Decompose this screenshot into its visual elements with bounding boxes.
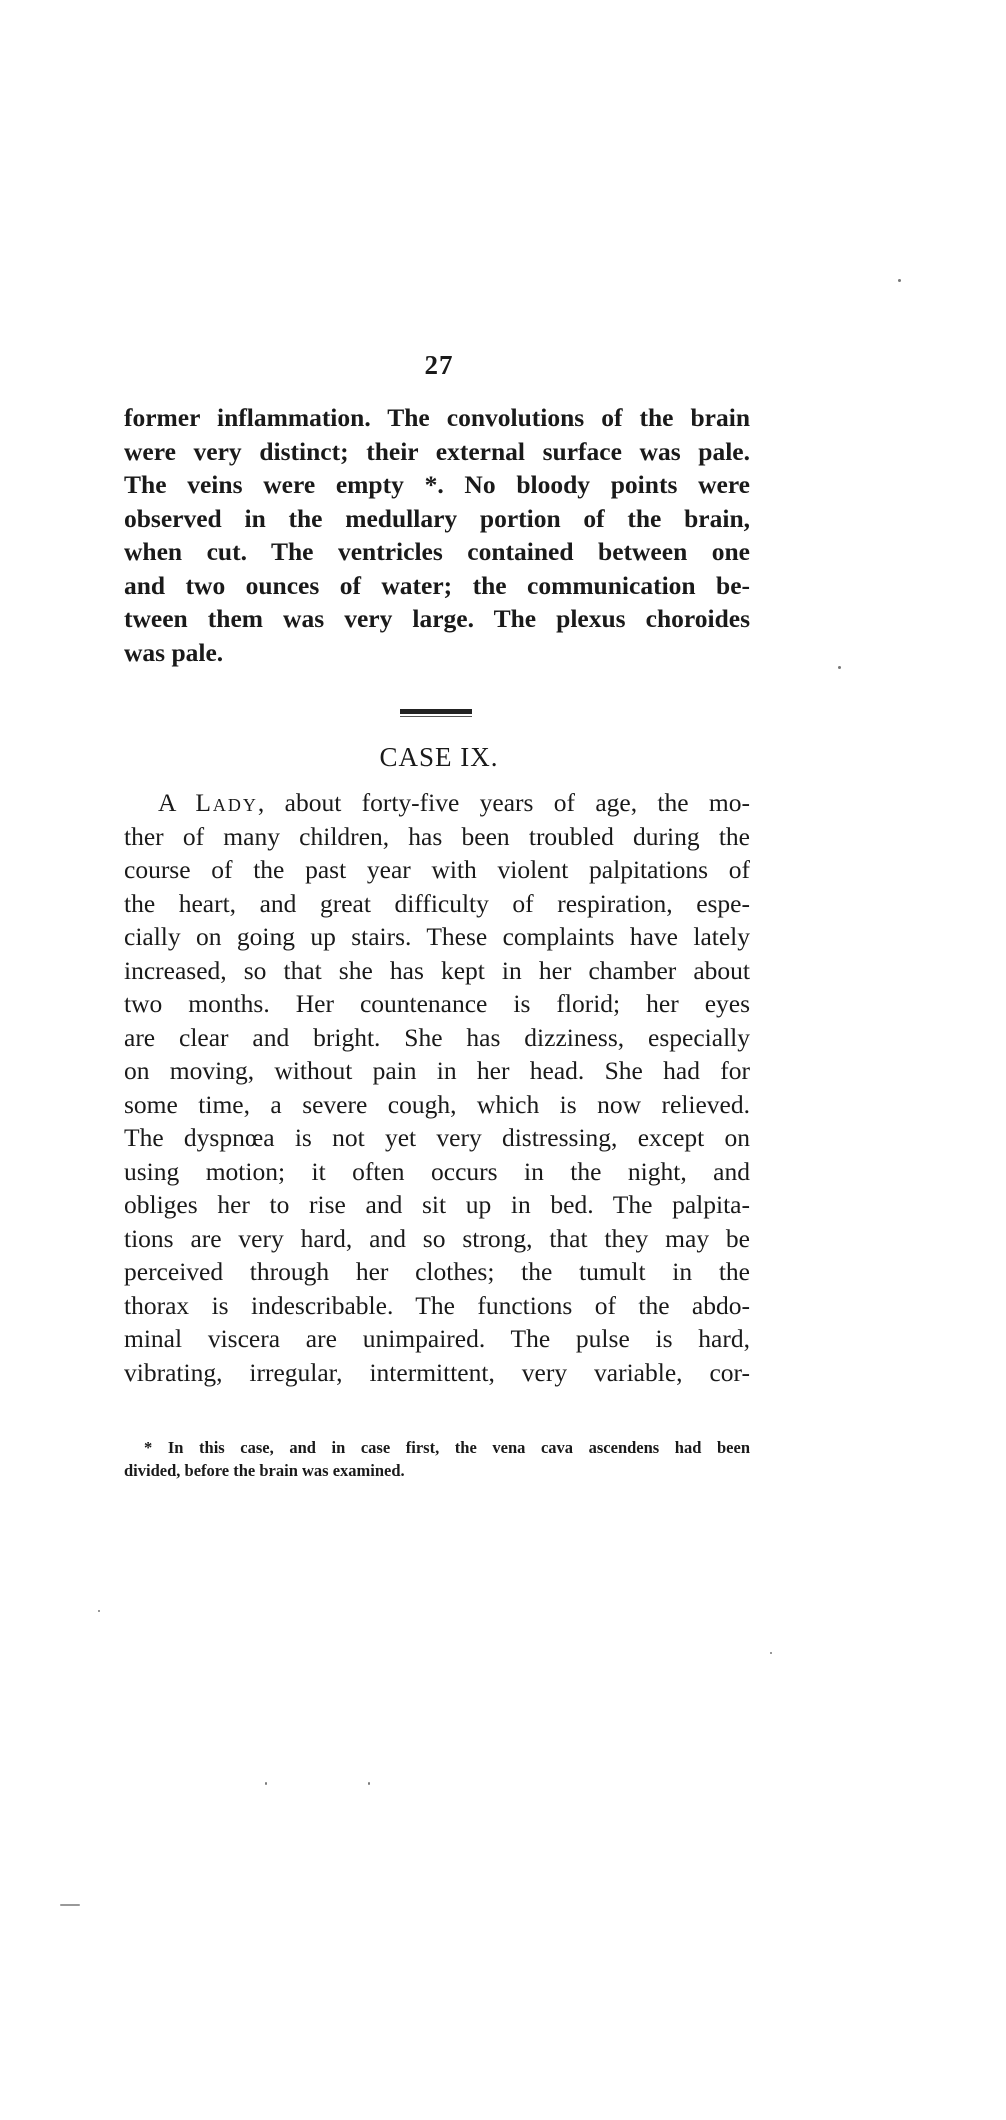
initial-letter: A [158, 788, 176, 817]
text-line: using motion; it often occurs in the night, and [124, 1156, 750, 1186]
section-divider [400, 709, 472, 714]
text-line: was pale. [124, 637, 224, 667]
text-line: on moving, without pain in her head. She had for [124, 1056, 750, 1085]
text-line: perceived through her clothes; the tumult in the [124, 1257, 750, 1286]
scan-speck [898, 279, 901, 282]
text-line: thorax is indescribable. The functions of the abdo- [124, 1290, 750, 1320]
text-line: two months. Her countenance is florid; her eyes [124, 989, 750, 1018]
text-line: are clear and bright. She has dizziness, especially [124, 1022, 750, 1052]
text-line-first [124, 786, 750, 820]
text-line: tions are very hard, and so strong, that they may be [124, 1223, 750, 1253]
continued-paragraph [124, 401, 750, 669]
smallcaps-word: Lady [195, 788, 258, 817]
text-line: ther of many children, has been troubled during the [124, 821, 750, 851]
text-line: course of the past year with violent palpitations of [124, 855, 750, 884]
first-line-rest: , about forty-five years of age, the mo- [257, 788, 750, 817]
text-line: tween them was very large. The plexus choroides [124, 604, 750, 633]
scan-speck [838, 666, 841, 669]
text-line: and two ounces of water; the communication be- [124, 570, 750, 600]
text-line: The dyspnœa is not yet very distressing, except on [124, 1123, 750, 1152]
text-line: cially on going up stairs. These complaints have lately [124, 922, 750, 951]
text-line: obliges her to rise and sit up in bed. The palpita- [124, 1190, 750, 1219]
text-line: when cut. The ventricles contained between one [124, 537, 750, 566]
footnote-line: * In this case, and in case first, the vena cava ascendens had been [144, 1438, 750, 1457]
scan-speck [770, 1652, 772, 1654]
page-number: 27 [424, 350, 454, 380]
text-line: former inflammation. The convolutions of the brain [124, 403, 750, 432]
text-line: observed in the medullary portion of the brain, [124, 503, 750, 533]
text-line: increased, so that she has kept in her chamber about [124, 955, 750, 985]
case-heading: CASE IX. [379, 742, 499, 772]
scan-speck [60, 1904, 80, 1906]
text-line: some time, a severe cough, which is now relieved. [124, 1089, 750, 1119]
scan-speck [265, 1782, 267, 1785]
scan-speck [368, 1782, 370, 1785]
text-line: minal viscera are unimpaired. The pulse is hard, [124, 1324, 750, 1353]
scan-speck [98, 1610, 100, 1612]
text-line: vibrating, irregular, intermittent, very variable, cor- [124, 1357, 750, 1387]
case-paragraph [124, 786, 750, 1389]
text-line: were very distinct; their external surface was pale. [124, 436, 750, 466]
footnote-line: divided, before the brain was examined. [124, 1461, 405, 1480]
text-line: The veins were empty *. No bloody points were [124, 470, 750, 499]
text-line: the heart, and great difficulty of respiration, espe- [124, 888, 750, 918]
footnote [124, 1436, 750, 1482]
